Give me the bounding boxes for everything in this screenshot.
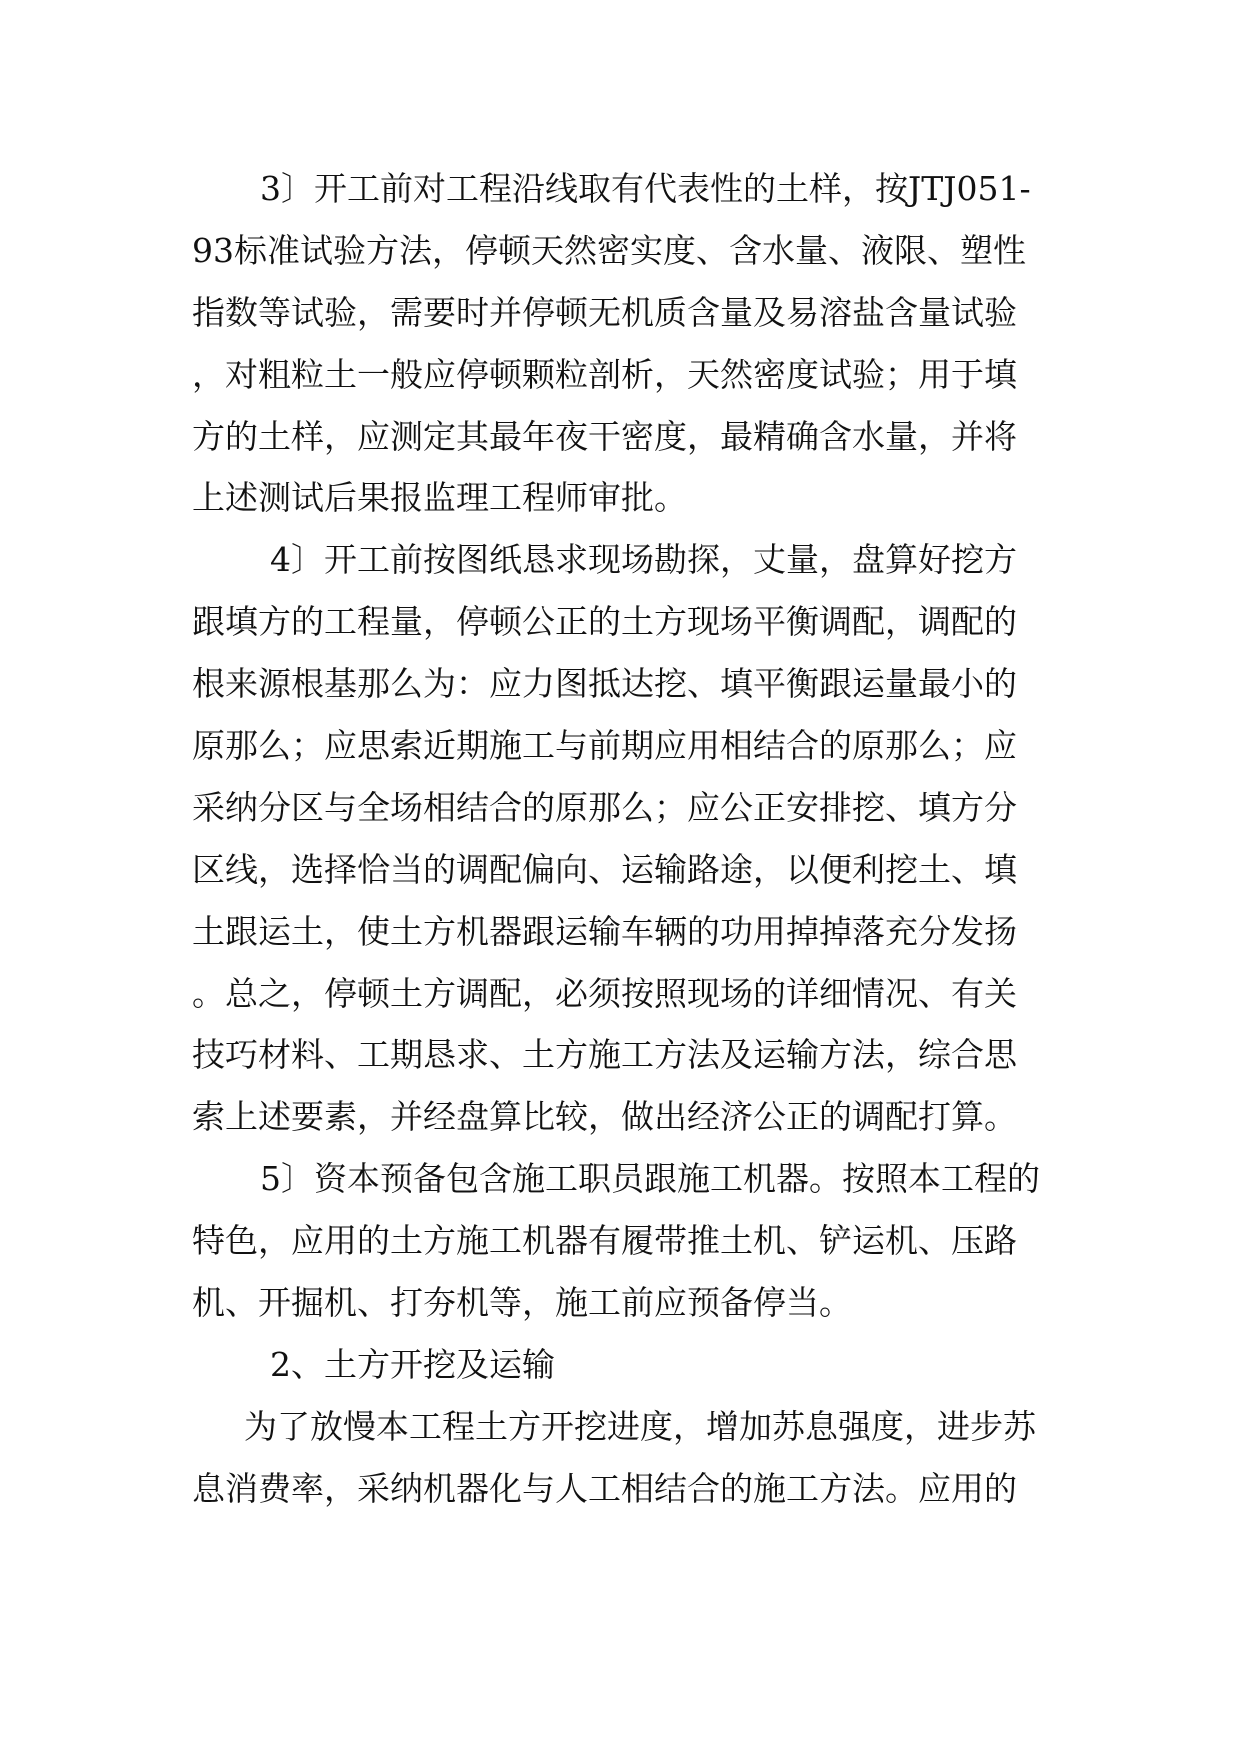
text-line: 指数等试验，需要时并停顿无机质含量及易溶盐含量试验 <box>192 292 1017 332</box>
text-line: 原那么；应思索近期施工与前期应用相结合的原那么；应 <box>192 726 1017 766</box>
text-line: 。总之，停顿土方调配，必须按照现场的详细情况、有关 <box>192 973 1017 1013</box>
text-line: 上述测试后果报监理工程师审批。 <box>192 478 687 518</box>
text-line: 特色，应用的土方施工机器有履带推土机、铲运机、压路 <box>192 1221 1017 1261</box>
text-line: 区线，选择恰当的调配偏向、运输路途，以便利挖土、填 <box>192 849 1017 889</box>
paragraph-item-5 <box>192 1148 1052 1334</box>
heading-line: 2、土方开挖及运输 <box>270 1344 555 1384</box>
paragraph-item-3 <box>192 158 1052 529</box>
text-line: 息消费率，采纳机器化与人工相结合的施工方法。应用的 <box>192 1468 1017 1508</box>
text-line: 根来源根基那么为：应力图抵达挖、填平衡跟运量最小的 <box>192 664 1017 704</box>
text-line: 5〕资本预备包含施工职员跟施工机器。按照本工程的 <box>260 1159 1040 1199</box>
text-line: 机、开掘机、打夯机等，施工前应预备停当。 <box>192 1283 852 1323</box>
document-body <box>192 158 1052 1520</box>
text-line: 索上述要素，并经盘算比较，做出经济公正的调配打算。 <box>192 1097 1017 1137</box>
text-line: ，对粗粒土一般应停顿颗粒剖析，天然密度试验；用于填 <box>192 354 1017 394</box>
text-line: 采纳分区与全场相结合的原那么；应公正安排挖、填方分 <box>192 787 1017 827</box>
text-line: 4〕开工前按图纸恳求现场勘探，丈量，盘算好挖方 <box>270 540 1017 580</box>
text-line: 方的土样，应测定其最年夜干密度，最精确含水量，并将 <box>192 416 1017 456</box>
paragraph-item-4 <box>192 529 1052 1148</box>
paragraph-item-6 <box>192 1396 1052 1520</box>
text-line: 93标准试验方法，停顿天然密实度、含水量、液限、塑性 <box>192 230 1026 270</box>
text-line: 3〕开工前对工程沿线取有代表性的土样，按JTJ051- <box>260 169 1031 208</box>
text-line: 为了放慢本工程土方开挖进度，增加苏息强度，进步苏 <box>244 1406 1036 1446</box>
section-heading <box>192 1334 1052 1396</box>
text-line: 土跟运土，使土方机器跟运输车辆的功用掉掉落充分发扬 <box>192 911 1017 951</box>
text-line: 技巧材料、工期恳求、土方施工方法及运输方法，综合思 <box>192 1035 1017 1075</box>
text-line: 跟填方的工程量，停顿公正的土方现场平衡调配，调配的 <box>192 602 1017 642</box>
